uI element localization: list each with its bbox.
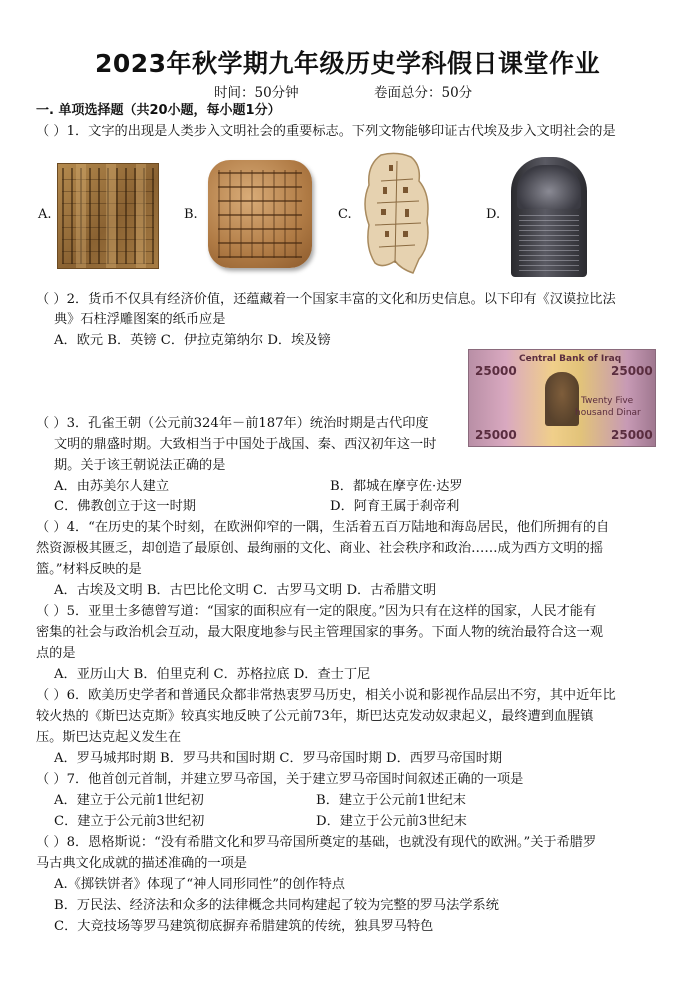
cuneiform-tablet-image [208, 160, 312, 268]
q6-stem-line3: 压。斯巴达克起义发生在 [36, 730, 182, 745]
q4-stem-line3: 篮。”材料反映的是 [36, 562, 142, 577]
banknote-value-bottom-right: 25000 [611, 428, 653, 442]
q8-option-a: A.《掷铁饼者》体现了“神人同形同性”的创作特点 [54, 877, 345, 892]
q1-label-b: B. [184, 207, 198, 222]
q6-stem-line1: （ ）6．欧美历史学者和普通民众都非常热衷罗马历史，相关小说和影视作品层出不穷，其中近年比 [36, 688, 616, 703]
q7-stem-line1: （ ）7．他首创元首制，并建立罗马帝国，关于建立罗马帝国时间叙述正确的一项是 [36, 772, 524, 787]
q8-stem-line2: 马古典文化成就的描述准确的一项是 [36, 856, 247, 871]
q3-option-a: A．由苏美尔人建立 [54, 479, 170, 494]
q8-option-c: C．大竞技场等罗马建筑彻底摒弃希腊建筑的传统，独具罗马特色 [54, 919, 434, 934]
q7-option-d: D．建立于公元前3世纪末 [316, 814, 467, 829]
q6-options: A．罗马城邦时期 B．罗马共和国时期 C．罗马帝国时期 D．西罗马帝国时期 [54, 751, 503, 766]
banknote-value-bottom-left: 25000 [475, 428, 517, 442]
q1-stem: （ ）1．文字的出现是人类步入文明社会的重要标志。下列文物能够印证古代埃及步入文明社会的是 [36, 124, 616, 139]
q4-stem-line2: 然资源极其匮乏，却创造了最原创、最绚丽的文化、商业、社会秩序和政治……成为西方文明的摇 [36, 541, 604, 556]
banknote-stele-relief [545, 372, 579, 426]
exam-time: 时间：50分钟 [214, 85, 299, 101]
iraqi-banknote-image [468, 349, 656, 447]
q2-options: A．欧元 B．英镑 C．伊拉克第纳尔 D．埃及镑 [54, 333, 331, 348]
q3-option-c: C．佛教创立于这一时期 [54, 499, 196, 514]
q7-option-b: B．建立于公元前1世纪末 [316, 793, 466, 808]
q3-stem-line2: 文明的鼎盛时期。大致相当于中国处于战国、秦、西汉初年这一时 [54, 437, 437, 452]
q7-option-a: A．建立于公元前1世纪初 [54, 793, 204, 808]
total-score: 卷面总分：50分 [374, 85, 473, 101]
q5-options: A．亚历山大 B．伯里克利 C．苏格拉底 D．查士丁尼 [54, 667, 371, 682]
q3-option-b: B．都城在摩亨佐·达罗 [330, 479, 463, 494]
banknote-words-1: Twenty Five [581, 396, 634, 406]
q1-label-c: C. [338, 207, 352, 222]
hieroglyph-panel-image [57, 163, 159, 269]
q8-stem-line1: （ ）8．恩格斯说：“没有希腊文化和罗马帝国所奠定的基础，也就没有现代的欧洲。”关于希腊罗 [36, 835, 597, 850]
q2-stem-line1: （ ）2．货币不仅具有经济价值，还蕴藏着一个国家丰富的文化和历史信息。以下印有《汉谟拉比法 [36, 292, 616, 307]
q4-options: A．古埃及文明 B．古巴比伦文明 C．古罗马文明 D．古希腊文明 [54, 583, 437, 598]
banknote-words-2: housand Dinar [575, 408, 641, 418]
q1-label-d: D. [486, 207, 501, 222]
q1-label-a: A. [38, 207, 52, 222]
banknote-value-top-right: 25000 [611, 364, 653, 378]
q2-stem-line2: 典》石柱浮雕图案的纸币应是 [54, 312, 226, 327]
q4-stem-line1: （ ）4．“在历史的某个时刻，在欧洲仰窄的一隅，生活着五百万陆地和海岛居民，他们所拥有的自 [36, 520, 610, 535]
page-title: 2023年秋学期九年级历史学科假日课堂作业 [94, 49, 601, 78]
q7-option-c: C．建立于公元前3世纪初 [54, 814, 205, 829]
q3-stem-line3: 期。关于该王朝说法正确的是 [54, 458, 226, 473]
q5-stem-line3: 点的是 [36, 646, 76, 661]
hammurabi-stele-image [511, 157, 587, 277]
section-heading: 一. 单项选择题（共20小题，每小题1分） [36, 103, 281, 118]
q5-stem-line1: （ ）5．亚里士多德曾写道：“国家的面积应有一定的限度。”因为只有在这样的国家，人民才能有 [36, 604, 597, 619]
banknote-value-top-left: 25000 [475, 364, 517, 378]
q6-stem-line2: 较火热的《斯巴达克斯》较真实地反映了公元前73年，斯巴达克发动奴隶起义，最终遭到血腥镇 [36, 709, 594, 724]
oracle-bone-image [361, 151, 433, 275]
q3-option-d: D．阿育王属于刹帝利 [330, 499, 460, 514]
q8-option-b: B．万民法、经济法和众多的法律概念共同构建起了较为完整的罗马法学系统 [54, 898, 499, 913]
q5-stem-line2: 密集的社会与政治机会互动，最大限度地参与民主管理国家的事务。下面人物的统治最符合这一观 [36, 625, 604, 640]
banknote-bank-name: Central Bank of Iraq [519, 354, 622, 364]
q3-stem-line1: （ ）3．孔雀王朝（公元前324年－前187年）统治时期是古代印度 [36, 416, 429, 431]
